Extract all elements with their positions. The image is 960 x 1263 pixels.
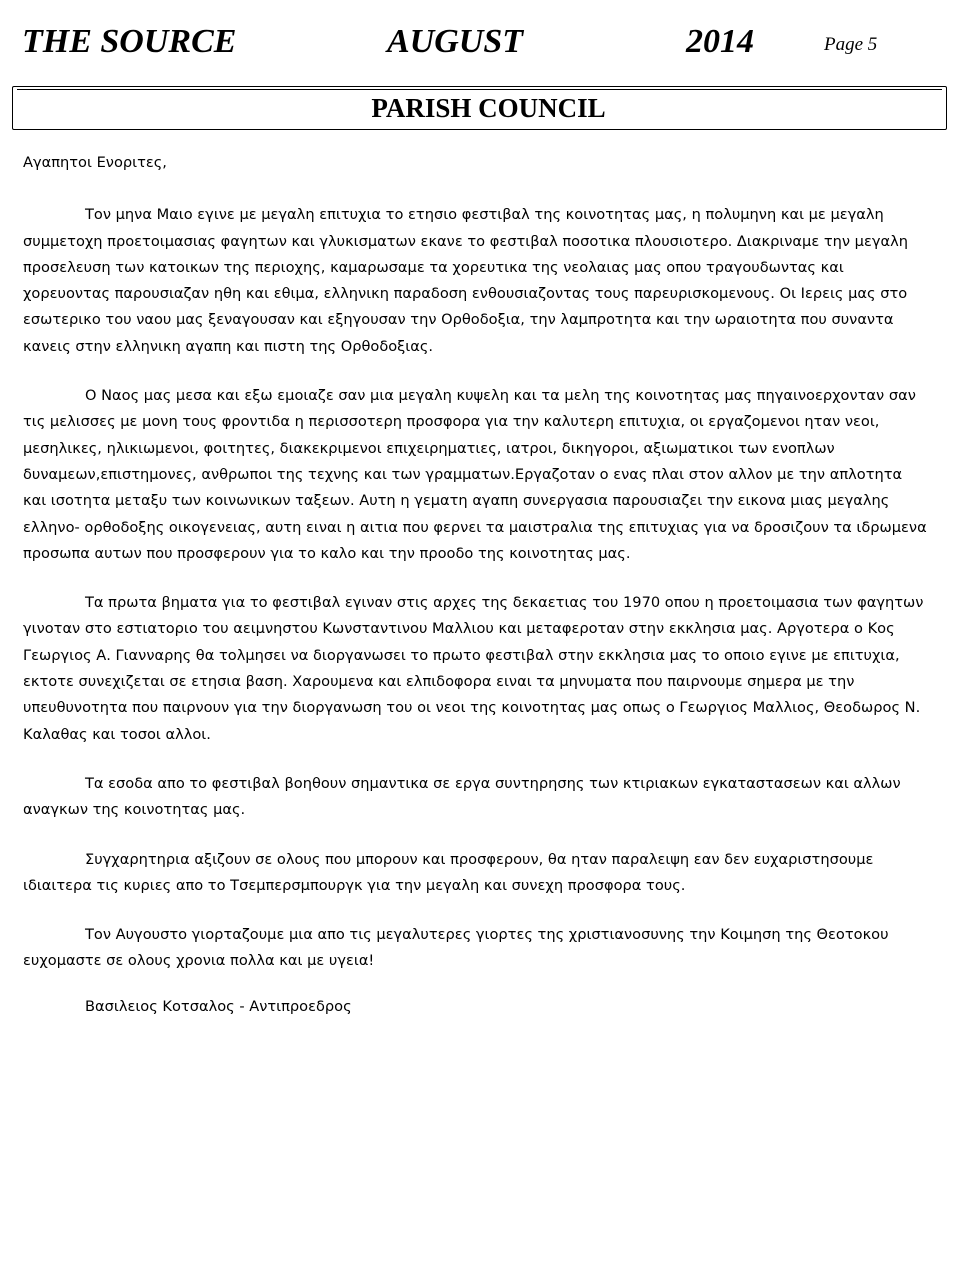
letter-paragraph: Τα εσοδα απο το φεστιβαλ βοηθουν σημαντικα σε εργα συντηρησης των κτιριακων εγκαταστασεων και αλλων αναγκων της κοινοτητας μας. bbox=[23, 774, 901, 819]
page-number: Page 5 bbox=[824, 34, 878, 55]
section-banner bbox=[12, 86, 947, 130]
letter-paragraph: Συγχαρητηρια αξιζουν σε ολους που μπορουν και προσφερουν, θα ηταν παραλειψη εαν δεν ευχαριστησουμε ιδιαιτερα τις κυριες απο το Τσεμπερσμπουργκ για την μεγαλη και συνεχη προσφορα τους. bbox=[23, 850, 874, 894]
issue-month: AUGUST bbox=[387, 23, 524, 60]
masthead bbox=[22, 20, 884, 64]
letter-paragraph: Τα πρωτα βηματα για το φεστιβαλ εγιναν στις αρχες της δεκαετιας του 1970 οπου η προετοιμασια των φαγητων γινοταν στο εστιατοριο του αειμνηστου Κωνσταντινου Μαλλιου και μεταφεροταν στην εκκλησια μας. Αργοτερα ο Κος Γεωργιος Α. Γιανναρης θα τολμησει να διοργανωσει το πρωτο φεστιβαλ στην εκκλησια μας το οποιο εγινε με επιτυχια, εκτοτε συνεχιζεται σε ετησια βαση. Χαρουμενα και ελπιδοφορα ειναι τα μηνυματα που παιρνουμε σημερα με την υπευθυνοτητα που παιρνουν για την διοργανωση του οι νεοι της κοινοτητας μας οπως ο Γεωργιος Μαλλιος, Θεοδωρος Ν. Καλαθας και τοσοι αλλοι. bbox=[23, 594, 924, 743]
letter-body bbox=[23, 150, 929, 1020]
letter-signature: Βασιλειος Κοτσαλος - Αντιπροεδρος bbox=[85, 997, 352, 1015]
publication-title: THE SOURCE bbox=[22, 23, 237, 60]
section-title: PARISH COUNCIL bbox=[371, 93, 606, 123]
letter-greeting: Αγαπητοι Ενοριτες, bbox=[23, 154, 167, 171]
issue-year: 2014 bbox=[686, 23, 754, 60]
letter-paragraph: Τον μηνα Μαιο εγινε με μεγαλη επιτυχια το ετησιο φεστιβαλ της κοινοτητας μας, η πολυμηνη και με μεγαλη συμμετοχη προετοιμασιας φαγητων και γλυκισματων εκανε το φεστιβαλ ποσοτικα πλουσιοτερο. Διακριναμε την μεγαλη προσελευση των κατοικων της περιοχης, καμαρωσαμε τα χορευτικα της νεολαιας μας οπου τραγουδωντας και χορευοντας παρουσιαζαν ηθη και εθιμα, ελληνικη παραδοση ενθουσιαζοντας τους παρευρισκομενους. Οι Ιερεις μας στο εσωτερικο του ναου μας ξεναγουσαν και εξηγουσαν την Ορθοδοξια, την λαμπροτητα και την ωραιοτητα που συναντα κανεις στην ελληνικη αγαπη και πιστη της Ορθοδοξιας. bbox=[23, 206, 909, 355]
letter-paragraph: Τον Αυγουστο γιορταζουμε μια απο τις μεγαλυτερες γιορτες της χριστιανοσυνης την Κοιμηση της Θεοτοκου ευχομαστε σε ολους χρονια πολλα και με υγεια! bbox=[23, 926, 889, 970]
letter-paragraph: Ο Ναος μας μεσα και εξω εμοιαζε σαν μια μεγαλη κυψελη και τα μελη της κοινοτητας μας πηγαινοερχονταν σαν τις μελισσες με μονη τους φροντιδα η περισσοτερη προσφορα για την καλυτερη επιτυχια, οι εργαζομενοι ηταν νεοι, μεσηλικες, ηλικιωμενοι, φοιτητες, διακεκριμενοι επιχειρηματιες, ιατροι, δικηγοροι, αξιωματικοι των ενοπλων δυναμεων,επιστημονες, ανθρωποι της τεχνης και των γραμματων.Εργαζοταν ο ενας πλαι στον αλλον με την απλοτητα και ισοτητα μεταξυ των κοινωνικων ταξεων. Αυτη η γεματη αγαπη συνεργασια παρουσιαζει την εικονα μιας μεγαλης ελληνο- ορθοδοξης οικογενειας, αυτη ειναι η αιτια που φερνει τα μαιστραλια της επιτυχιας για να δροσιζουν τα ιδρωμενα προσωπα αυτων που προσφερουν για το καλο και την προοδο της κοινοτητας μας. bbox=[23, 387, 927, 562]
